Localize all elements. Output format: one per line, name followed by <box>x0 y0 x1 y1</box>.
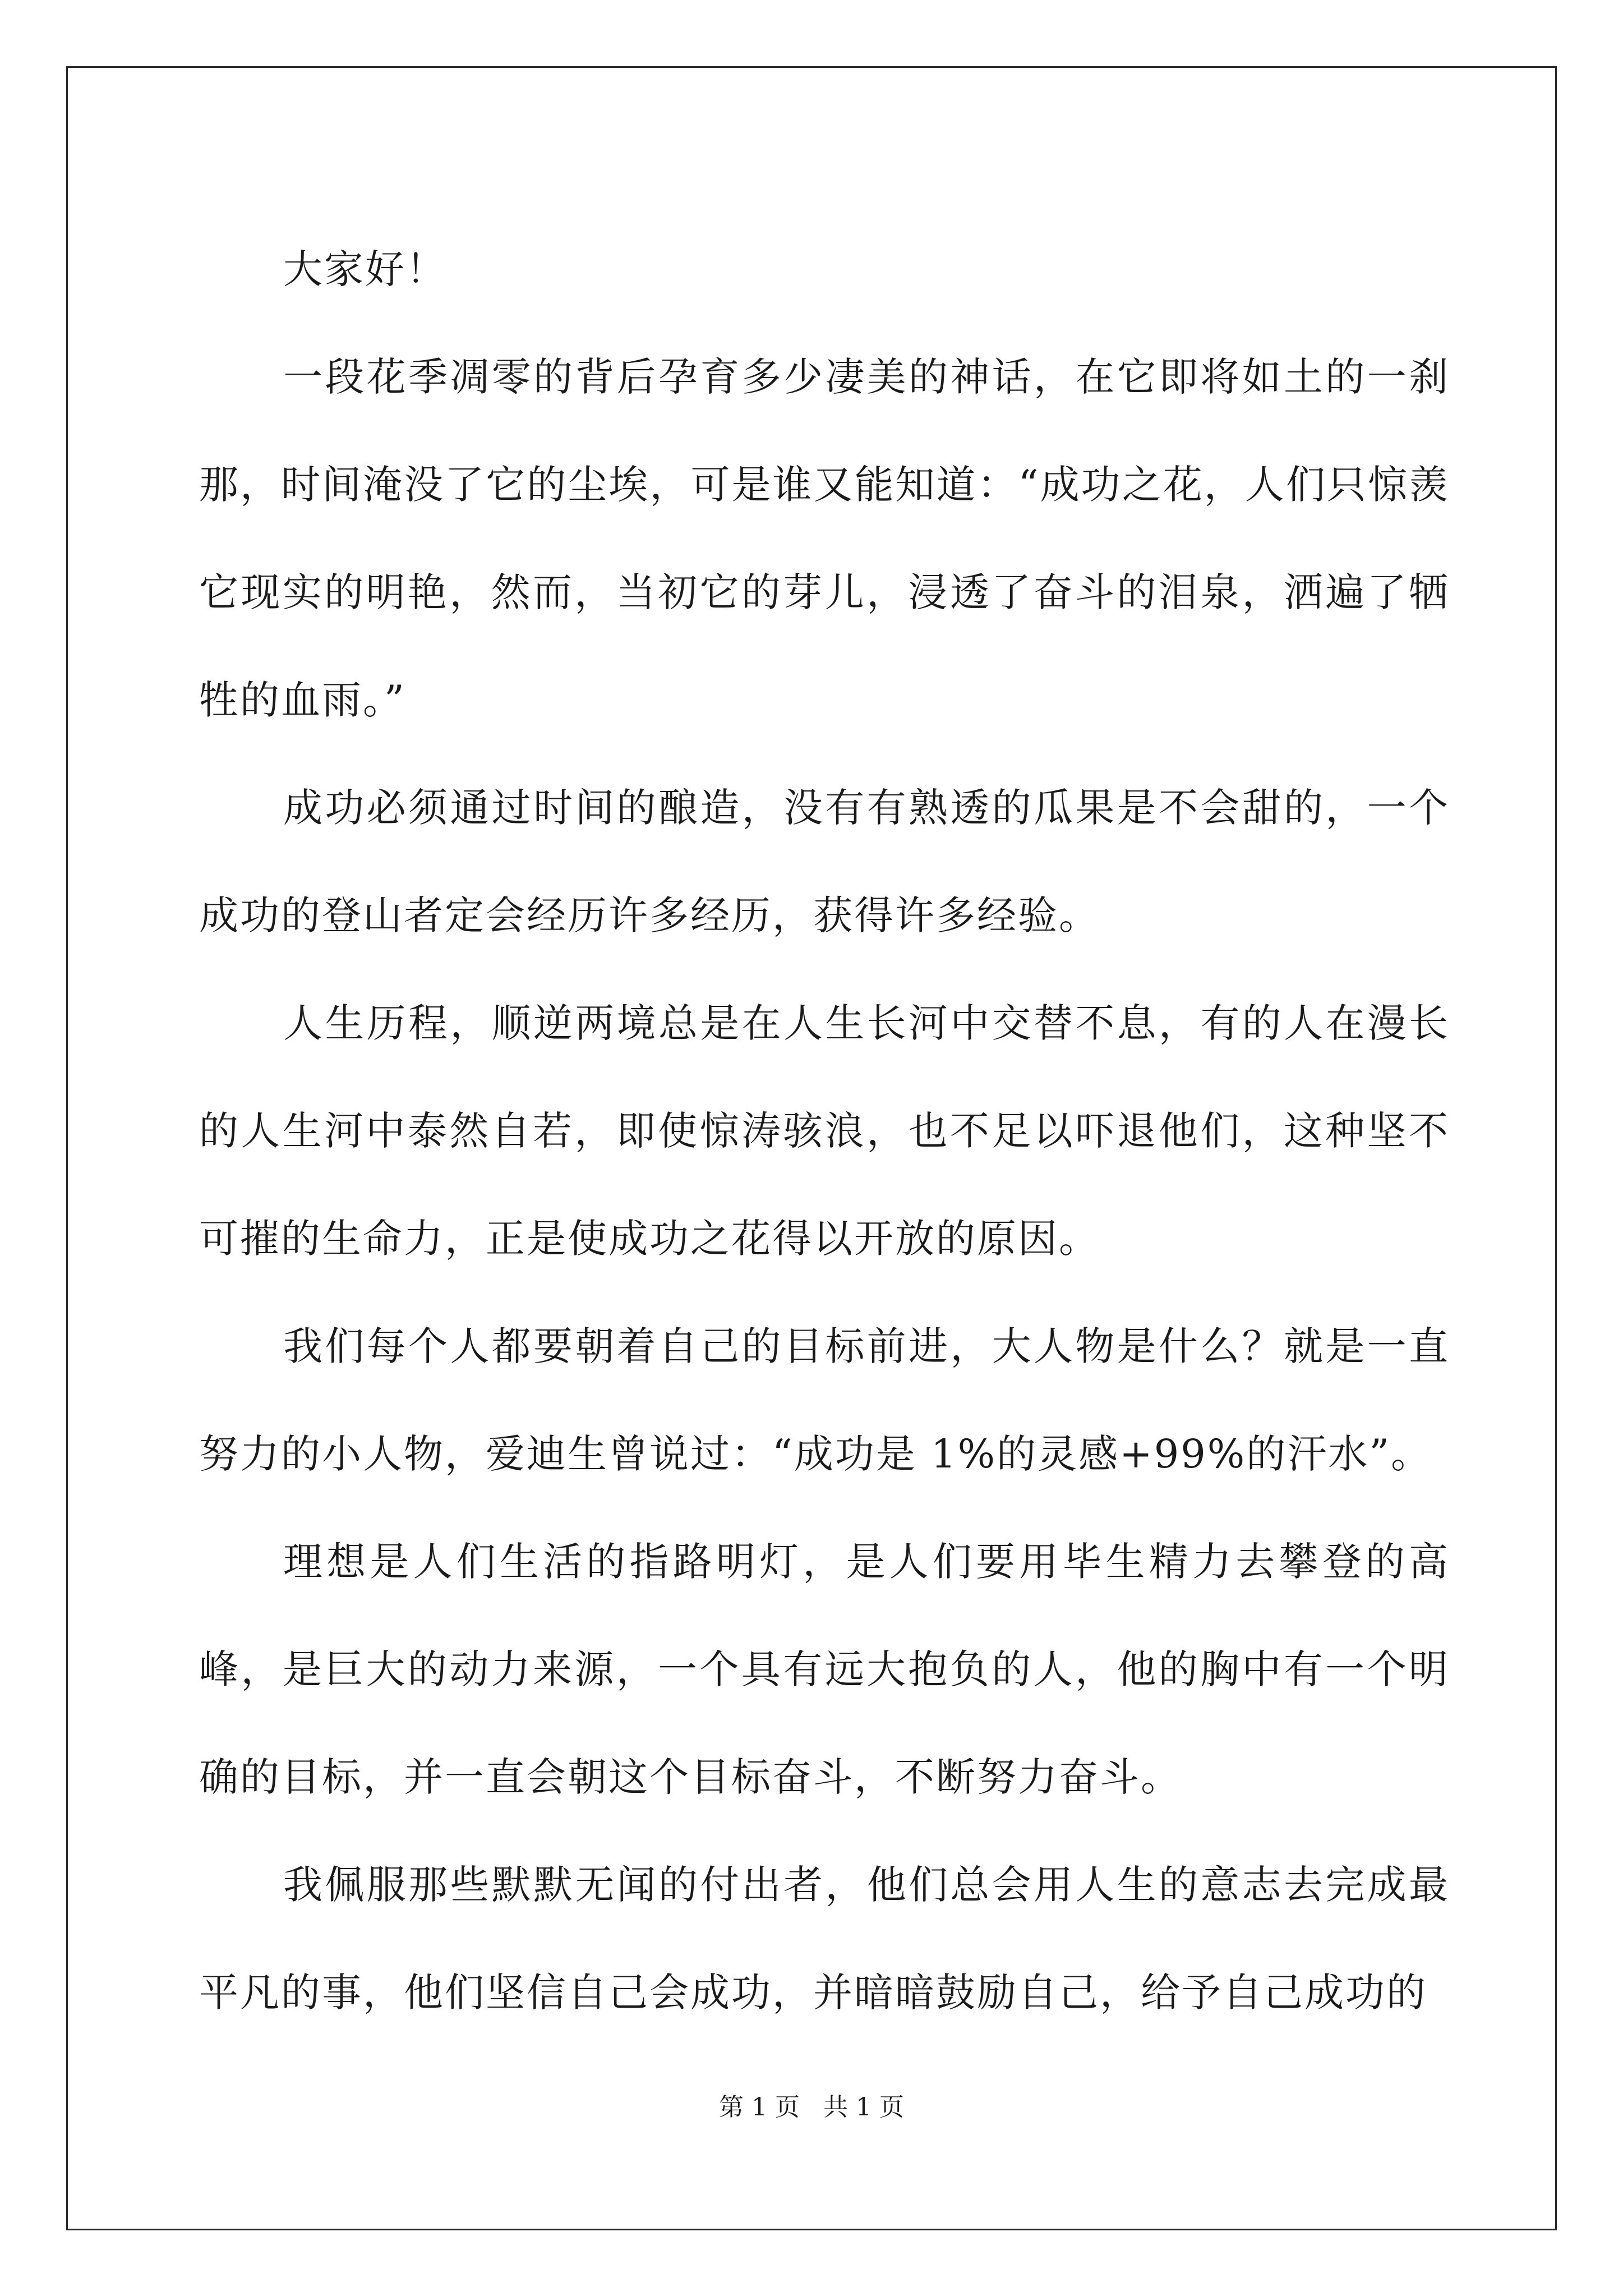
paragraph-4: 我们每个人都要朝着自己的目标前进，大人物是什么？就是一直努力的小人物，爱迪生曾说过：“成功是 1%的灵感+99%的汗水”。 <box>199 1323 1450 1477</box>
paragraph-3: 人生历程，顺逆两境总是在人生长河中交替不息，有的人在漫长的人生河中泰然自若，即使惊涛骇浪，也不足以吓退他们，这种坚不可摧的生命力，正是使成功之花得以开放的原因。 <box>199 1000 1450 1262</box>
document-body <box>199 215 1450 2046</box>
page-number-footer: 第 1 页 共 1 页 <box>719 2093 904 2122</box>
paragraph-6: 我佩服那些默默无闻的付出者，他们总会用人生的意志去完成最平凡的事，他们坚信自己会成功，并暗暗鼓励自己，给予自己成功的 <box>199 1862 1450 2016</box>
paragraph-5: 理想是人们生活的指路明灯，是人们要用毕生精力去攀登的高峰，是巨大的动力来源，一个具有远大抱负的人，他的胸中有一个明确的目标，并一直会朝这个目标奋斗，不断努力奋斗。 <box>199 1539 1450 1800</box>
greeting: 大家好！ <box>283 246 447 292</box>
paragraph-2: 成功必须通过时间的酿造，没有有熟透的瓜果是不会甜的，一个成功的登山者定会经历许多经历，获得许多经验。 <box>199 785 1450 938</box>
paragraph-1: 一段花季凋零的背后孕育多少凄美的神话，在它即将如土的一刹那，时间淹没了它的尘埃，可是谁又能知道：“成功之花，人们只惊羡它现实的明艳，然而，当初它的芽儿，浸透了奋斗的泪泉，洒遍了牺牲的血雨。” <box>199 354 1450 723</box>
